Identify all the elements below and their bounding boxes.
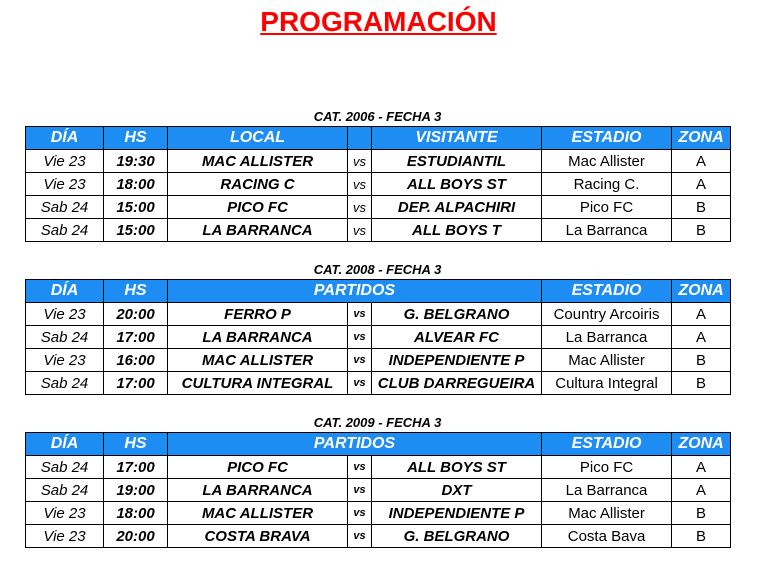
cell-visitante: DEP. ALPACHIRI [372, 196, 542, 219]
cell-hs: 19:00 [104, 479, 168, 502]
table-row [26, 196, 731, 219]
cell-hs: 18:00 [104, 502, 168, 525]
cell-hs: 17:00 [104, 326, 168, 349]
schedule-table-2006 [25, 126, 731, 242]
cell-zona: A [672, 303, 731, 326]
table-row [26, 326, 731, 349]
cell-visitante: INDEPENDIENTE P [372, 349, 542, 372]
cell-zona: A [672, 326, 731, 349]
cell-vs: vs [348, 502, 372, 525]
table-row [26, 479, 731, 502]
schedule-table-2008 [25, 279, 731, 395]
cell-zona: B [672, 372, 731, 395]
header-local: LOCAL [168, 127, 348, 150]
cell-visitante: G. BELGRANO [372, 525, 542, 548]
cell-zona: A [672, 173, 731, 196]
cell-dia: Vie 23 [26, 349, 104, 372]
header-hs: HS [104, 433, 168, 456]
header-visitante: VISITANTE [372, 127, 542, 150]
table-caption-2009: CAT. 2009 - FECHA 3 [313, 415, 442, 430]
cell-dia: Vie 23 [26, 150, 104, 173]
cell-hs: 19:30 [104, 150, 168, 173]
cell-zona: A [672, 150, 731, 173]
cell-local: LA BARRANCA [168, 479, 348, 502]
table-row [26, 349, 731, 372]
cell-visitante: ALL BOYS ST [372, 173, 542, 196]
cell-visitante: ALVEAR FC [372, 326, 542, 349]
schedule-table-2009 [25, 432, 731, 548]
cell-vs: vs [348, 456, 372, 479]
cell-dia: Vie 23 [26, 502, 104, 525]
cell-hs: 17:00 [104, 372, 168, 395]
cell-dia: Vie 23 [26, 303, 104, 326]
cell-estadio: Pico FC [542, 456, 672, 479]
cell-estadio: La Barranca [542, 219, 672, 242]
cell-dia: Sab 24 [26, 372, 104, 395]
table-row [26, 525, 731, 548]
cell-dia: Sab 24 [26, 456, 104, 479]
table-row [26, 173, 731, 196]
cell-visitante: INDEPENDIENTE P [372, 502, 542, 525]
cell-local: MAC ALLISTER [168, 349, 348, 372]
header-dia: DÍA [26, 280, 104, 303]
table-row [26, 303, 731, 326]
cell-vs: vs [348, 150, 372, 173]
cell-zona: B [672, 502, 731, 525]
table-header-row [26, 433, 731, 456]
cell-zona: B [672, 219, 731, 242]
header-vs-spacer [348, 127, 372, 150]
header-dia: DÍA [26, 127, 104, 150]
cell-vs: vs [348, 196, 372, 219]
cell-visitante: ALL BOYS T [372, 219, 542, 242]
header-estadio: ESTADIO [542, 280, 672, 303]
cell-local: MAC ALLISTER [168, 502, 348, 525]
cell-local: MAC ALLISTER [168, 150, 348, 173]
table-row [26, 372, 731, 395]
cell-estadio: Mac Allister [542, 349, 672, 372]
cell-local: LA BARRANCA [168, 219, 348, 242]
cell-zona: A [672, 456, 731, 479]
cell-zona: B [672, 525, 731, 548]
cell-dia: Vie 23 [26, 173, 104, 196]
cell-vs: vs [348, 525, 372, 548]
header-partidos: PARTIDOS [168, 280, 542, 303]
cell-visitante: DXT [372, 479, 542, 502]
header-zona: ZONA [672, 433, 731, 456]
table-row [26, 502, 731, 525]
cell-dia: Sab 24 [26, 219, 104, 242]
header-estadio: ESTADIO [542, 433, 672, 456]
cell-estadio: Racing C. [542, 173, 672, 196]
cell-visitante: ALL BOYS ST [372, 456, 542, 479]
cell-dia: Sab 24 [26, 196, 104, 219]
cell-zona: B [672, 196, 731, 219]
table-row [26, 219, 731, 242]
cell-vs: vs [348, 326, 372, 349]
cell-visitante: CLUB DARREGUEIRA [372, 372, 542, 395]
cell-dia: Sab 24 [26, 326, 104, 349]
cell-vs: vs [348, 303, 372, 326]
cell-estadio: Cultura Integral [542, 372, 672, 395]
cell-visitante: ESTUDIANTIL [372, 150, 542, 173]
cell-visitante: G. BELGRANO [372, 303, 542, 326]
cell-zona: B [672, 349, 731, 372]
table-header-row [26, 127, 731, 150]
table-caption-2006: CAT. 2006 - FECHA 3 [313, 109, 442, 124]
cell-local: PICO FC [168, 456, 348, 479]
cell-vs: vs [348, 479, 372, 502]
cell-local: LA BARRANCA [168, 326, 348, 349]
table-row [26, 150, 731, 173]
table-caption-2008: CAT. 2008 - FECHA 3 [313, 262, 442, 277]
cell-estadio: Mac Allister [542, 502, 672, 525]
cell-hs: 15:00 [104, 219, 168, 242]
cell-estadio: Pico FC [542, 196, 672, 219]
cell-vs: vs [348, 219, 372, 242]
cell-dia: Vie 23 [26, 525, 104, 548]
cell-local: FERRO P [168, 303, 348, 326]
cell-local: RACING C [168, 173, 348, 196]
cell-hs: 20:00 [104, 303, 168, 326]
cell-vs: vs [348, 372, 372, 395]
cell-hs: 20:00 [104, 525, 168, 548]
cell-local: COSTA BRAVA [168, 525, 348, 548]
cell-estadio: Country Arcoiris [542, 303, 672, 326]
cell-vs: vs [348, 349, 372, 372]
cell-vs: vs [348, 173, 372, 196]
cell-dia: Sab 24 [26, 479, 104, 502]
cell-hs: 15:00 [104, 196, 168, 219]
header-dia: DÍA [26, 433, 104, 456]
table-row [26, 456, 731, 479]
cell-hs: 17:00 [104, 456, 168, 479]
header-partidos: PARTIDOS [168, 433, 542, 456]
page-title: PROGRAMACIÓN [260, 6, 497, 37]
header-zona: ZONA [672, 280, 731, 303]
cell-hs: 16:00 [104, 349, 168, 372]
cell-local: PICO FC [168, 196, 348, 219]
header-estadio: ESTADIO [542, 127, 672, 150]
cell-estadio: La Barranca [542, 479, 672, 502]
cell-estadio: Mac Allister [542, 150, 672, 173]
header-zona: ZONA [672, 127, 731, 150]
table-header-row [26, 280, 731, 303]
header-hs: HS [104, 280, 168, 303]
cell-zona: A [672, 479, 731, 502]
cell-local: CULTURA INTEGRAL [168, 372, 348, 395]
cell-hs: 18:00 [104, 173, 168, 196]
header-hs: HS [104, 127, 168, 150]
cell-estadio: Costa Bava [542, 525, 672, 548]
cell-estadio: La Barranca [542, 326, 672, 349]
